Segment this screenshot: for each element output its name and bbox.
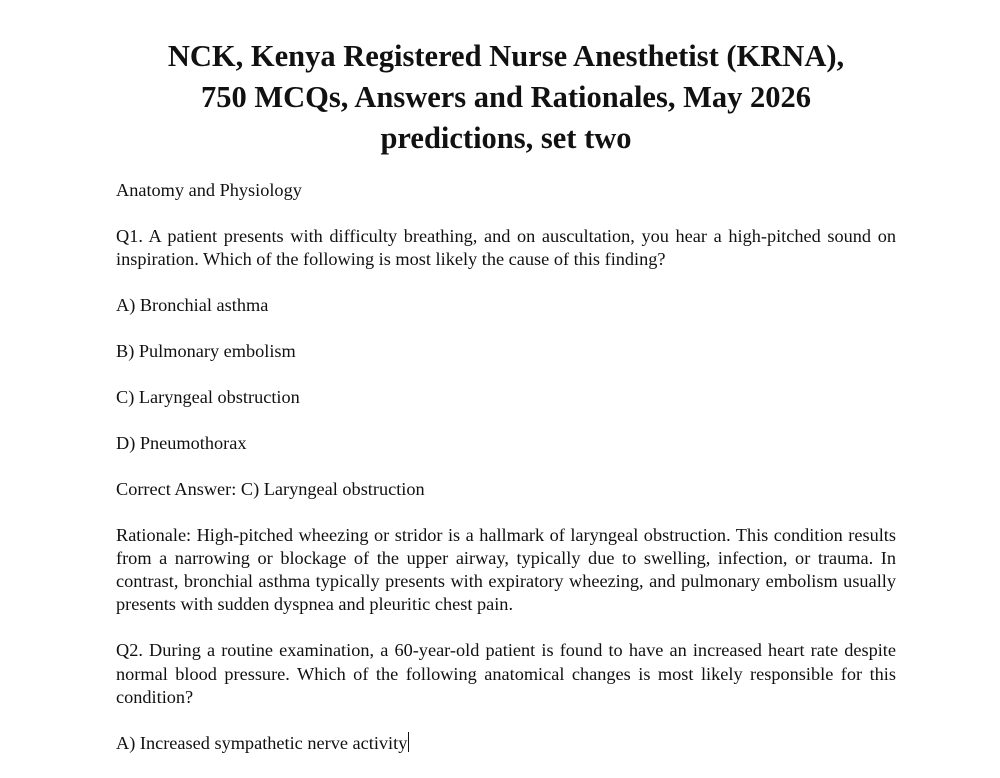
title-line-3: predictions, set two xyxy=(380,121,632,155)
q2-option-a-line xyxy=(116,732,896,755)
section-heading: Anatomy and Physiology xyxy=(116,180,302,200)
title-line-1: NCK, Kenya Registered Nurse Anesthetist (KRNA), xyxy=(167,39,845,73)
title-line-2: 750 MCQs, Answers and Rationales, May 2026 xyxy=(200,80,811,114)
q1-question: Q1. A patient presents with difficulty breathing, and on auscultation, you hear a high-pitched sound on inspiration. Which of the following is most likely the cause of this finding? xyxy=(116,225,896,270)
document-title xyxy=(116,36,896,159)
q1-rationale: Rationale: High-pitched wheezing or stridor is a hallmark of laryngeal obstruction. This condition results from a narrowing or blockage of the upper airway, typically due to swelling, infection, or trauma. In contrast, bronchial asthma typically presents with expiratory wheezing, and pulmonary embolism usually presents with sudden dyspnea and pleuritic chest pain. xyxy=(116,524,896,615)
q1-option-c: C) Laryngeal obstruction xyxy=(116,386,300,407)
text-cursor xyxy=(408,732,409,752)
q1-option-b: B) Pulmonary embolism xyxy=(116,340,296,361)
q1-correct-answer: Correct Answer: C) Laryngeal obstruction xyxy=(116,478,425,499)
q1-option-a: A) Bronchial asthma xyxy=(116,295,269,316)
document-page[interactable] xyxy=(116,36,896,778)
q2-option-a: A) Increased sympathetic nerve activity xyxy=(116,732,408,753)
q2-question: Q2. During a routine examination, a 60-year-old patient is found to have an increased heart rate despite normal blood pressure. Which of the following anatomical changes is most likely responsible for this condition? xyxy=(116,640,896,707)
q1-option-d: D) Pneumothorax xyxy=(116,432,247,453)
